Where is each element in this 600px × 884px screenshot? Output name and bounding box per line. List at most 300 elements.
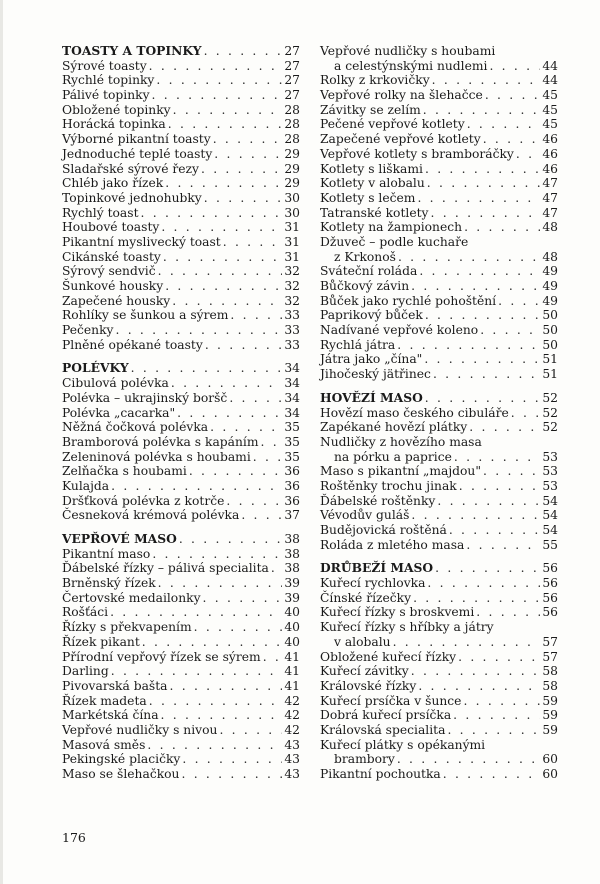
entry-title: brambory: [334, 752, 395, 767]
entry-title: Masová směs: [62, 737, 146, 752]
dot-leader: [189, 464, 283, 479]
toc-entry: [62, 59, 300, 74]
entry-page-number: 38: [284, 561, 300, 576]
entry-title: Kuřecí řízky s broskvemi: [320, 605, 475, 620]
dot-leader: [427, 176, 541, 191]
dot-leader: [141, 206, 283, 221]
toc-entry: [62, 294, 300, 309]
toc-section: [62, 44, 300, 352]
entry-page-number: 29: [284, 176, 300, 191]
dot-leader: [171, 376, 282, 391]
dot-leader: [115, 323, 282, 338]
entry-page-number: 42: [284, 693, 300, 708]
toc-entry: [62, 191, 300, 206]
entry-page-number: 49: [542, 279, 558, 293]
dot-leader: [149, 59, 283, 74]
entry-title: Bůčkový závin: [320, 279, 410, 293]
entry-title: Kuřecí závitky: [320, 664, 409, 679]
dot-leader: [170, 679, 283, 694]
toc-entry: [62, 420, 300, 435]
dot-leader: [204, 44, 283, 59]
entry-title: Závitky se zelím: [320, 102, 421, 117]
entry-page-number: 27: [284, 58, 300, 73]
toc-entry: [62, 605, 300, 620]
entry-page-number: 41: [284, 678, 300, 693]
dot-leader: [458, 650, 540, 665]
toc-entry: [62, 620, 300, 635]
toc-column-left: [62, 44, 300, 791]
dot-leader: [480, 323, 540, 338]
toc-entry: [320, 191, 558, 206]
entry-title: na pórku a paprice: [334, 449, 452, 464]
toc-entry: [62, 264, 300, 279]
dot-leader: [437, 494, 540, 509]
entry-page-number: 27: [284, 44, 300, 58]
toc-entry: [62, 450, 300, 465]
toc-section: [320, 44, 558, 382]
dot-leader: [463, 694, 540, 709]
entry-title: Pikantní maso: [62, 546, 151, 561]
dot-leader: [393, 635, 541, 650]
dot-leader: [165, 279, 282, 294]
entry-title: Vévodův guláš: [320, 508, 410, 523]
entry-title: Pekingské placičky: [62, 752, 181, 767]
entry-page-number: 49: [542, 293, 558, 308]
entry-page-number: 47: [542, 176, 558, 191]
entry-title: Cibulová polévka: [62, 376, 169, 391]
dot-leader: [161, 220, 282, 235]
entry-page-number: 40: [284, 620, 300, 635]
toc-entry: [62, 323, 300, 338]
entry-title: Pikantní myslivecký toast: [62, 234, 221, 249]
dot-leader: [516, 147, 540, 162]
entry-title: Pivovarská bašta: [62, 678, 168, 693]
entry-title: Pečenky: [62, 323, 114, 338]
dot-leader: [161, 708, 283, 723]
entry-page-number: 50: [542, 337, 558, 352]
entry-title: Ďábelské roštěnky: [320, 493, 436, 508]
dot-leader: [483, 464, 540, 479]
section-heading: [62, 44, 300, 59]
toc-entry: [62, 547, 300, 562]
entry-title: Paprikový bůček: [320, 308, 423, 323]
toc-entry: [62, 206, 300, 221]
dot-leader: [226, 494, 282, 509]
entry-page-number: 29: [284, 161, 300, 176]
entry-page-number: 32: [284, 264, 300, 279]
entry-page-number: 43: [284, 737, 300, 752]
entry-page-number: 47: [542, 190, 558, 205]
entry-title: Rohlíky se šunkou a sýrem: [62, 308, 229, 323]
dot-leader: [425, 162, 540, 177]
toc-entry: [62, 635, 300, 650]
dot-leader: [398, 250, 540, 265]
toc-entry: [320, 367, 558, 382]
toc-entry: [62, 338, 300, 353]
entry-page-number: 56: [542, 561, 558, 576]
entry-page-number: 35: [284, 420, 300, 435]
toc-entry-continuation: [320, 250, 558, 265]
toc-entry: [62, 103, 300, 118]
dot-leader: [447, 723, 540, 738]
entry-title: Zapékané hovězí plátky: [320, 420, 468, 435]
entry-title: Obložené kuřecí řízky: [320, 649, 457, 664]
toc-entry: [320, 117, 558, 132]
toc-entry: [62, 464, 300, 479]
entry-title: Roláda z mletého masa: [320, 537, 465, 552]
entry-page-number: 36: [284, 478, 300, 493]
entry-page-number: 42: [284, 708, 300, 723]
entry-title: Kotlety v alobalu: [320, 176, 425, 191]
dot-leader: [142, 635, 283, 650]
dot-leader: [464, 220, 540, 235]
entry-title: Tatranské kotlety: [320, 205, 429, 220]
dot-leader: [181, 767, 282, 782]
entry-page-number: 45: [542, 117, 558, 132]
entry-title: Zapečené vepřové kotlety: [320, 132, 481, 147]
entry-page-number: 50: [542, 308, 558, 323]
toc-entry: [320, 679, 558, 694]
entry-page-number: 54: [542, 523, 558, 537]
entry-page-number: 54: [542, 493, 558, 508]
dot-leader: [425, 308, 541, 323]
entry-title: Kotlety na žampionech: [320, 220, 463, 235]
dot-leader: [152, 88, 283, 103]
entry-title: Výborné pikantní toasty: [62, 132, 211, 147]
entry-page-number: 51: [542, 352, 558, 367]
dot-leader: [111, 479, 282, 494]
entry-page-number: 41: [284, 664, 300, 679]
entry-title: Kulajda: [62, 478, 110, 493]
entry-page-number: 39: [284, 590, 300, 605]
entry-page-number: 57: [542, 649, 558, 664]
dot-leader: [459, 479, 541, 494]
dot-leader: [201, 162, 282, 177]
entry-page-number: 38: [284, 532, 300, 546]
toc-entry: [62, 576, 300, 591]
toc-entry: [320, 44, 558, 59]
section-heading: [62, 532, 300, 547]
toc-entry: [320, 220, 558, 235]
entry-page-number: 58: [542, 678, 558, 693]
entry-page-number: 38: [284, 546, 300, 561]
dot-leader: [433, 367, 540, 382]
toc-entry: [320, 479, 558, 494]
entry-title: Česneková krémová polévka: [62, 508, 240, 523]
toc-entry: [62, 508, 300, 523]
toc-entry: [62, 162, 300, 177]
entry-page-number: 59: [542, 722, 558, 737]
entry-title: Rychlá játra: [320, 337, 396, 352]
toc-column-right: [320, 44, 558, 791]
toc-entry: [62, 679, 300, 694]
dot-leader: [156, 73, 282, 88]
toc-entry: [62, 561, 300, 576]
toc-entry: [320, 176, 558, 191]
entry-title: Královské řízky: [320, 678, 417, 693]
dot-leader: [223, 235, 283, 250]
toc-entry: [62, 117, 300, 132]
entry-title: Ďábelské řízky – pálivá specialita: [62, 561, 269, 576]
toc-entry: [320, 103, 558, 118]
toc-entry: [320, 294, 558, 309]
dot-leader: [261, 435, 283, 450]
entry-page-number: 45: [542, 102, 558, 117]
entry-page-number: 59: [542, 693, 558, 708]
dot-leader: [511, 406, 541, 421]
entry-title: Královská specialita: [320, 722, 446, 737]
dot-leader: [110, 605, 282, 620]
dot-leader: [413, 591, 540, 606]
entry-title: Kotlety s lečem: [320, 190, 416, 205]
toc-entry: [62, 479, 300, 494]
entry-page-number: 30: [284, 190, 300, 205]
entry-title: Rychlé topinky: [62, 73, 155, 88]
entry-title: Pečené vepřové kotlety: [320, 117, 465, 132]
entry-title: Vepřové kotlety s bramboráčky: [320, 146, 514, 161]
toc-entry: [320, 767, 558, 782]
dot-leader: [469, 420, 540, 435]
dot-leader: [205, 338, 283, 353]
toc-entry: [62, 435, 300, 450]
entry-title: Něžná čočková polévka: [62, 420, 209, 435]
entry-page-number: 52: [542, 405, 558, 420]
entry-page-number: 46: [542, 146, 558, 161]
entry-page-number: 51: [542, 367, 558, 382]
toc-entry: [62, 406, 300, 421]
toc-entry-continuation: [320, 450, 558, 465]
entry-title: VEPŘOVÉ MASO: [62, 531, 177, 546]
entry-title: Řízek pikant: [62, 634, 140, 649]
dot-leader: [489, 59, 540, 74]
dot-leader: [173, 103, 283, 118]
entry-page-number: 48: [542, 249, 558, 264]
entry-page-number: 31: [284, 234, 300, 249]
entry-title: v alobalu: [334, 634, 391, 649]
toc-entry: [62, 738, 300, 753]
entry-page-number: 60: [542, 752, 558, 767]
entry-title: Plněné opékané toasty: [62, 337, 203, 352]
entry-page-number: 52: [542, 390, 558, 405]
entry-page-number: 35: [284, 449, 300, 464]
entry-page-number: 30: [284, 205, 300, 220]
dot-leader: [111, 664, 283, 679]
dot-leader: [152, 547, 282, 562]
entry-page-number: 54: [542, 508, 558, 523]
entry-title: Obložené topinky: [62, 102, 171, 117]
toc-entry: [320, 88, 558, 103]
entry-title: Játra jako „čína": [320, 352, 423, 367]
entry-page-number: 35: [284, 434, 300, 449]
toc-entry: [62, 250, 300, 265]
entry-title: Budějovická roštěná: [320, 523, 447, 537]
toc-entry: [320, 538, 558, 553]
toc-entry: [320, 279, 558, 294]
entry-title: Vepřové nudličky s houbami: [320, 44, 496, 58]
section-heading: [62, 361, 300, 376]
entry-title: Čertovské medailonky: [62, 590, 201, 605]
entry-page-number: 58: [542, 664, 558, 679]
entry-title: Džuveč – podle kuchaře: [320, 234, 469, 249]
entry-page-number: 47: [542, 205, 558, 220]
entry-title: Šunkové housky: [62, 279, 164, 293]
toc-entry: [320, 162, 558, 177]
toc-section: [62, 361, 300, 523]
entry-page-number: 43: [284, 752, 300, 767]
toc-entry: [320, 147, 558, 162]
entry-title: a celestýnskými nudlemi: [334, 58, 488, 73]
entry-title: DRŮBEŽÍ MASO: [320, 560, 434, 576]
entry-title: Vepřové rolky na šlehačce: [320, 88, 483, 103]
entry-page-number: 56: [542, 590, 558, 605]
entry-title: Maso se šlehačkou: [62, 767, 180, 781]
entry-page-number: 28: [284, 117, 300, 132]
entry-title: Rošťáci: [62, 605, 109, 620]
dot-leader: [271, 561, 282, 576]
entry-page-number: 33: [284, 308, 300, 323]
dot-leader: [131, 361, 283, 376]
entry-title: Kuřecí řízky s hříbky a játry: [320, 620, 494, 635]
entry-title: Nudličky z hovězího masa: [320, 434, 482, 449]
toc-entry: [320, 132, 558, 147]
entry-title: Bramborová polévka s kapáním: [62, 434, 259, 449]
section-heading: [320, 391, 558, 406]
toc-entry: [62, 767, 300, 782]
entry-title: Dobrá kuřecí prsíčka: [320, 708, 452, 723]
dot-leader: [177, 406, 282, 421]
toc-entry: [320, 494, 558, 509]
toc-entry: [62, 88, 300, 103]
entry-page-number: 32: [284, 279, 300, 293]
entry-title: Kotlety s liškami: [320, 161, 423, 176]
dot-leader: [485, 88, 541, 103]
entry-page-number: 45: [542, 88, 558, 103]
toc-entry: [62, 391, 300, 406]
toc-entry: [62, 147, 300, 162]
toc-entry: [62, 132, 300, 147]
dot-leader: [419, 264, 540, 279]
entry-page-number: 55: [542, 537, 558, 552]
entry-page-number: 27: [284, 73, 300, 88]
entry-page-number: 29: [284, 146, 300, 161]
entry-title: Rolky z krkovičky: [320, 73, 430, 88]
entry-page-number: 32: [284, 293, 300, 308]
entry-page-number: 33: [284, 337, 300, 352]
entry-page-number: 28: [284, 102, 300, 117]
dot-leader: [425, 391, 541, 406]
toc-entry: [320, 435, 558, 450]
toc-entry: [320, 694, 558, 709]
entry-title: Sváteční roláda: [320, 264, 418, 279]
toc-entry: [320, 620, 558, 635]
toc-entry: [320, 576, 558, 591]
entry-page-number: 40: [284, 634, 300, 649]
entry-title: Kuřecí rychlovka: [320, 576, 426, 591]
dot-leader: [263, 650, 283, 665]
entry-title: Maso s pikantní „majdou": [320, 464, 482, 479]
entry-title: Roštěnky trochu jinak: [320, 478, 457, 493]
entry-page-number: 34: [284, 405, 300, 420]
entry-page-number: 44: [542, 58, 558, 73]
entry-title: Hovězí maso českého cibuláře: [320, 405, 509, 420]
toc-entry: [62, 308, 300, 323]
dot-leader: [230, 308, 282, 323]
section-heading: [320, 561, 558, 576]
entry-title: Zapečené housky: [62, 293, 171, 308]
toc-entry: [320, 664, 558, 679]
entry-page-number: 31: [284, 220, 300, 235]
toc-section: [320, 561, 558, 781]
dot-leader: [204, 191, 283, 206]
entry-title: Polévka – ukrajinský boršč: [62, 390, 228, 405]
toc-entry: [320, 264, 558, 279]
entry-title: Zelňačka s houbami: [62, 464, 187, 479]
dot-leader: [179, 532, 283, 547]
dot-leader: [411, 664, 541, 679]
toc-entry: [320, 73, 558, 88]
entry-title: Řízky s překvapením: [62, 620, 192, 635]
toc-entry: [62, 279, 300, 294]
toc-entry: [320, 206, 558, 221]
dot-leader: [397, 338, 540, 353]
entry-page-number: 33: [284, 323, 300, 338]
entry-title: Sladařské sýrové řezy: [62, 161, 199, 176]
entry-page-number: 48: [542, 220, 558, 235]
dot-leader: [219, 723, 282, 738]
dot-leader: [453, 708, 540, 723]
entry-title: HOVĚZÍ MASO: [320, 389, 423, 405]
entry-page-number: 31: [284, 249, 300, 264]
dot-leader: [203, 591, 283, 606]
entry-page-number: 52: [542, 420, 558, 435]
toc-entry: [320, 591, 558, 606]
dot-leader: [449, 523, 541, 538]
toc-entry: [62, 235, 300, 250]
entry-title: Pálivé topinky: [62, 88, 150, 103]
toc-entry: [62, 220, 300, 235]
entry-title: Řízek madeta: [62, 693, 147, 708]
entry-page-number: 27: [284, 88, 300, 103]
entry-page-number: 34: [284, 361, 300, 376]
toc-entry: [320, 464, 558, 479]
scan-edge: [0, 0, 3, 884]
entry-page-number: 39: [284, 576, 300, 591]
dot-leader: [411, 279, 540, 294]
toc-entry: [320, 420, 558, 435]
entry-page-number: 44: [542, 73, 558, 88]
toc-section: [62, 532, 300, 782]
entry-page-number: 43: [284, 767, 300, 781]
toc-entry: [320, 708, 558, 723]
dot-leader: [417, 191, 540, 206]
entry-title: Darling: [62, 664, 109, 679]
entry-page-number: 50: [542, 323, 558, 338]
dot-leader: [149, 694, 283, 709]
entry-title: Kuřecí plátky s opékanými: [320, 737, 486, 752]
dot-leader: [168, 117, 283, 132]
toc-entry-continuation: [320, 752, 558, 767]
dot-leader: [182, 752, 282, 767]
toc-entry: [62, 176, 300, 191]
dot-leader: [466, 538, 540, 553]
toc-entry: [62, 73, 300, 88]
entry-title: Topinkové jednohubky: [62, 190, 202, 205]
toc-section: [320, 391, 558, 553]
toc-entry: [320, 338, 558, 353]
entry-page-number: 56: [542, 605, 558, 620]
toc-entry-continuation: [320, 59, 558, 74]
page-number: 176: [62, 830, 86, 845]
